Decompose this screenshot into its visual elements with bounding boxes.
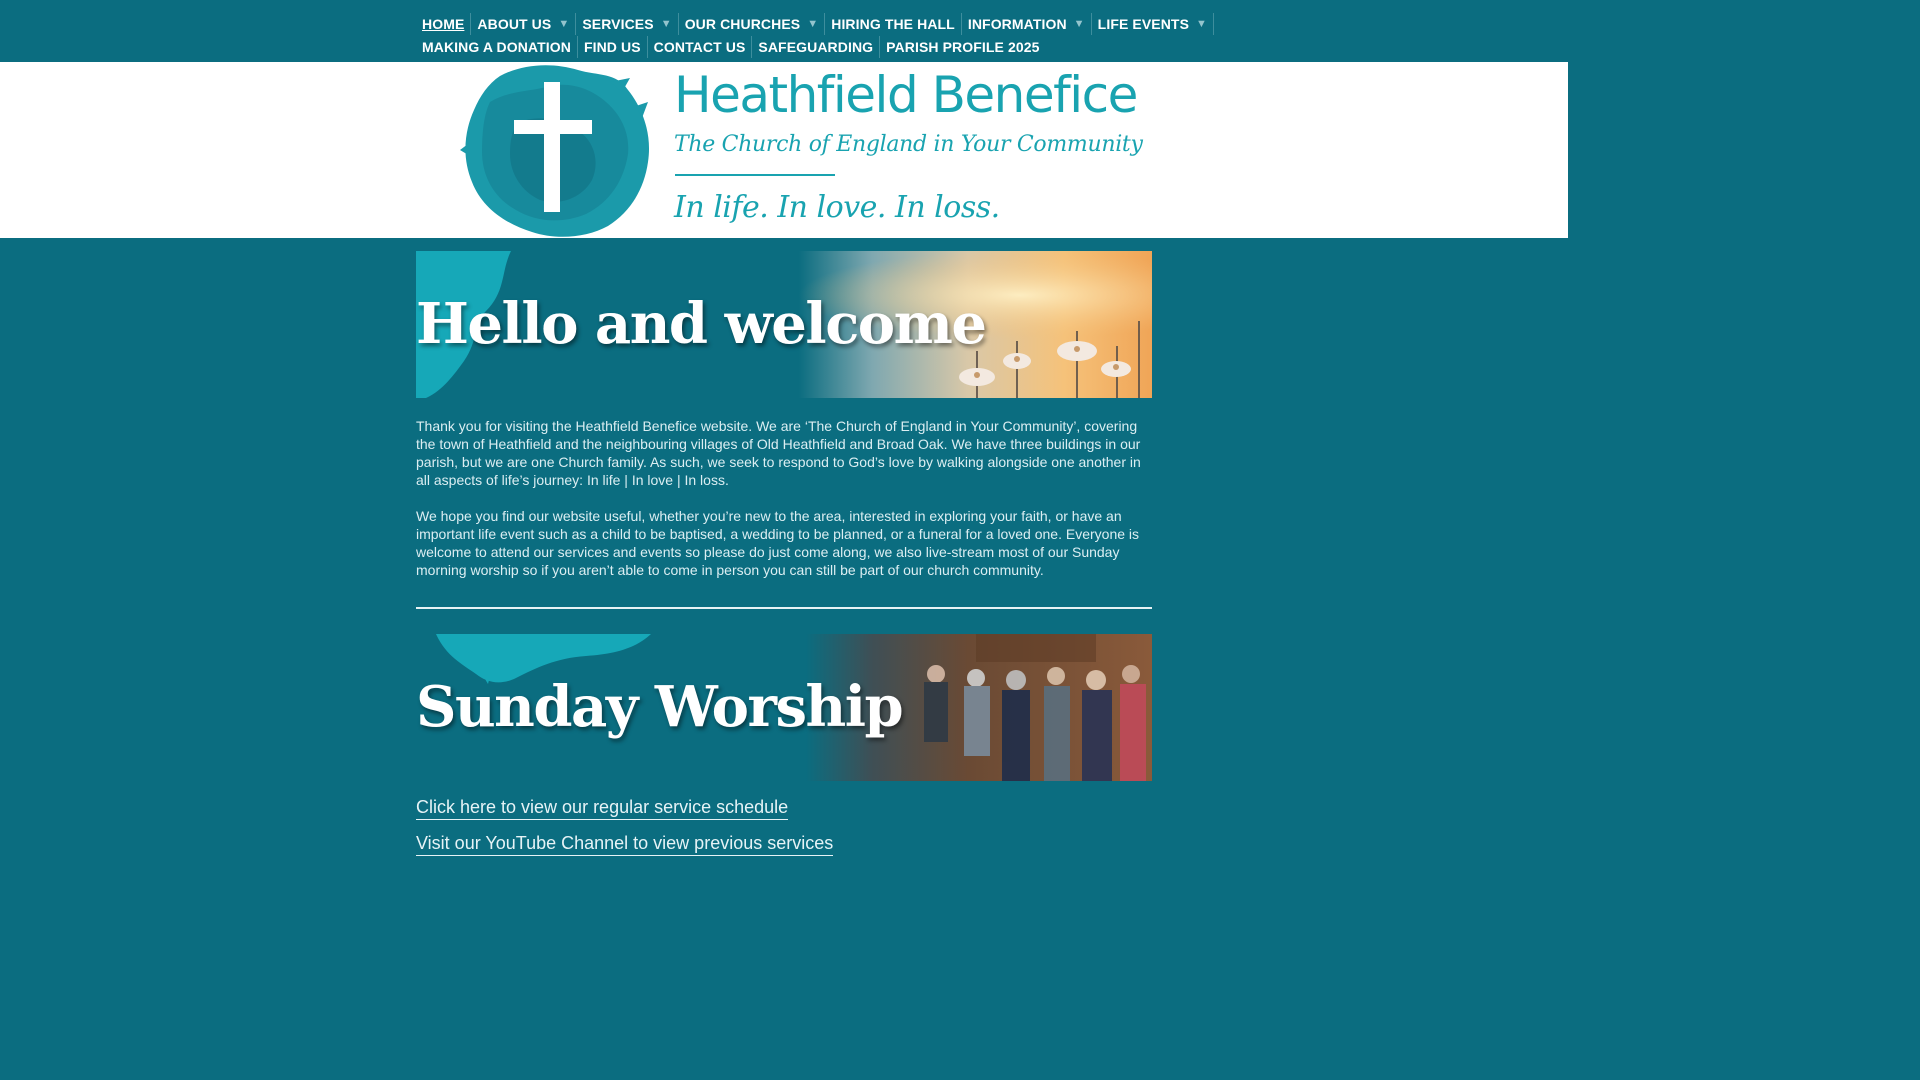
nav-item-hiring-the-hall[interactable]: [825, 13, 962, 35]
welcome-banner: [416, 251, 1152, 398]
nav-row-2: [416, 36, 1046, 58]
nav-label: CONTACT US: [653, 39, 746, 55]
nav-item-life-events[interactable]: [1092, 13, 1214, 35]
nav-label: LIFE EVENTS: [1097, 16, 1190, 32]
nav-item-find-us[interactable]: [578, 36, 648, 58]
section-divider: [416, 607, 1152, 609]
dropdown-caret-icon: ▼: [1196, 18, 1208, 30]
site-subtitle: The Church of England in Your Community: [674, 132, 1143, 157]
nav-item-services[interactable]: [576, 13, 678, 35]
nav-item-parish-profile[interactable]: [880, 36, 1045, 58]
site-header: [0, 62, 1568, 238]
nav-label: SAFEGUARDING: [758, 39, 874, 55]
nav-item-making-a-donation[interactable]: [416, 36, 578, 58]
worship-banner: [416, 634, 1152, 781]
header-divider: [675, 174, 835, 176]
nav-item-home[interactable]: [416, 13, 471, 35]
nav-label: INFORMATION: [967, 16, 1067, 32]
nav-label: HIRING THE HALL: [831, 16, 955, 32]
nav-label: ABOUT US: [477, 16, 552, 32]
service-schedule-link[interactable]: Click here to view our regular service schedule: [416, 797, 788, 820]
nav-row-1: [416, 12, 1214, 36]
nav-label: SERVICES: [582, 16, 654, 32]
welcome-paragraph-2: We hope you find our website useful, whether you’re new to the area, interested in exploring your faith, or have an important life event such as a child to be baptised, a wedding to be planned, or a funeral for a loved one. Everyone is welcome to attend our services and events so please do just come along, we also live-stream most of our Sunday morning worship so if you aren’t able to come in person you can still be part of our church community.: [416, 508, 1140, 578]
dropdown-caret-icon: ▼: [558, 18, 570, 30]
nav-item-contact-us[interactable]: [648, 36, 753, 58]
nav-item-our-churches[interactable]: [679, 13, 826, 35]
nav-label: FIND US: [583, 39, 641, 55]
cross-icon[interactable]: [460, 62, 652, 238]
nav-item-safeguarding[interactable]: [752, 36, 880, 58]
site-title: Heathfield Benefice: [674, 66, 1137, 124]
dropdown-caret-icon: ▼: [1073, 18, 1085, 30]
nav-item-about-us[interactable]: [471, 13, 576, 35]
worship-heading: Sunday Worship: [416, 674, 903, 740]
site-tagline: In life. In love. In loss.: [674, 190, 1000, 225]
nav-label: MAKING A DONATION: [422, 39, 571, 55]
youtube-channel-link[interactable]: Visit our YouTube Channel to view previous services: [416, 833, 833, 856]
nav-label: OUR CHURCHES: [684, 16, 801, 32]
nav-label: PARISH PROFILE 2025: [886, 39, 1040, 55]
dropdown-caret-icon: ▼: [660, 18, 672, 30]
welcome-heading: Hello and welcome: [416, 291, 986, 357]
welcome-paragraph-1: Thank you for visiting the Heathfield Benefice website. We are ‘The Church of England in Your Community’, covering the town of Heathfield and the neighbouring villages of Old Heathfield and Broad Oak. We have three buildings in our parish, but we are one Church family. As such, we seek to respond to God’s love by walking alongside one another in all aspects of life’s journey: In life | In love | In loss.: [416, 418, 1141, 488]
nav-label: HOME: [422, 16, 465, 32]
main-navigation: [0, 0, 1568, 62]
dropdown-caret-icon: ▼: [807, 18, 819, 30]
nav-item-information[interactable]: [962, 13, 1092, 35]
